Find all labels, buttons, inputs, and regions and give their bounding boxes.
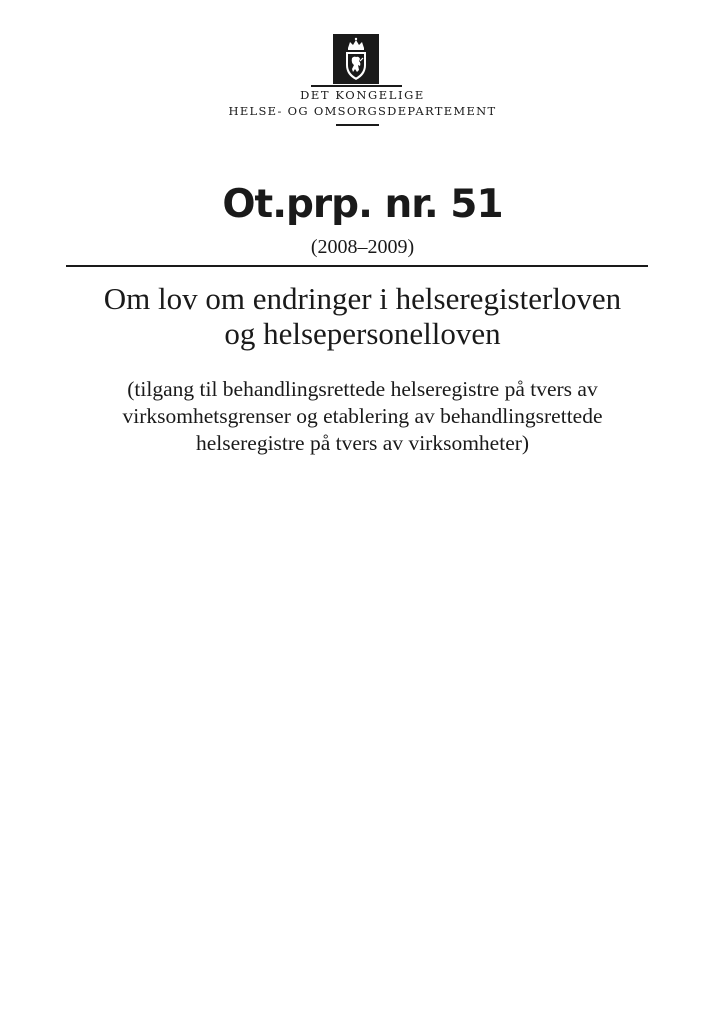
document-subtitle-line2: virksomhetsgrenser og etablering av behandlingsrettede (122, 404, 603, 428)
document-subtitle-line3: helseregistre på tvers av virksomheter) (195, 431, 530, 455)
document-number: Ot.prp. nr. 51 (222, 182, 503, 227)
coat-of-arms-icon (333, 34, 379, 84)
department-top-rule (311, 85, 402, 87)
department-bottom-rule (336, 124, 379, 126)
department-name-line2: HELSE- OG OMSORGSDEPARTEMENT (228, 104, 497, 118)
department-name-line1: DET KONGELIGE (300, 88, 425, 102)
title-divider (66, 265, 648, 267)
document-subtitle (40, 376, 685, 457)
document-title-line1: Om lov om endringer i helseregisterloven (103, 281, 622, 316)
document-title-line2: og helsepersonelloven (224, 316, 501, 351)
document-title (20, 281, 705, 351)
session-years: (2008–2009) (310, 236, 415, 258)
document-subtitle-line1: (tilgang til behandlingsrettede helseregistre på tvers av (127, 377, 598, 401)
